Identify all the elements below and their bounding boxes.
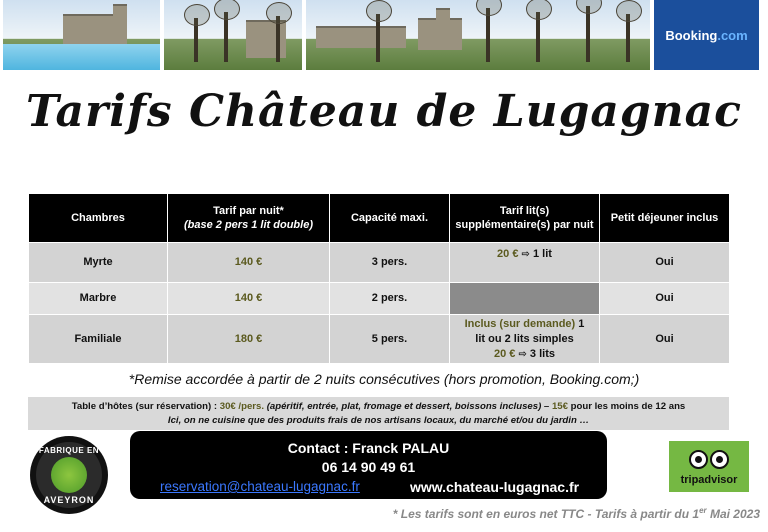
contact-name: Contact : Franck PALAU bbox=[287, 440, 450, 456]
footnote bbox=[360, 506, 760, 521]
table-row bbox=[29, 243, 730, 283]
extra-text: 3 lits bbox=[529, 347, 555, 360]
booking-logo[interactable] bbox=[654, 0, 759, 70]
arrow-right-icon: ⇨ bbox=[518, 348, 527, 360]
extra-price: 20 € bbox=[493, 347, 516, 360]
footnote-tail: Mai 2023 bbox=[706, 507, 760, 521]
room-price: 140 € bbox=[168, 243, 330, 283]
room-price: 180 € bbox=[168, 315, 330, 364]
table-hotes-price: 30€ /pers. bbox=[219, 401, 265, 412]
room-capacity: 5 pers. bbox=[330, 315, 450, 364]
rates-table bbox=[28, 193, 730, 364]
photo-castle-park bbox=[306, 0, 650, 70]
room-breakfast: Oui bbox=[600, 243, 730, 283]
extra-line2: lit ou 2 lits simples bbox=[475, 332, 574, 345]
header-capacity: Capacité maxi. bbox=[330, 194, 450, 243]
room-name: Myrte bbox=[29, 243, 168, 283]
header-breakfast: Petit déjeuner inclus bbox=[600, 194, 730, 243]
extra-included-tail: 1 bbox=[578, 317, 585, 330]
header-rate-line1: Tarif par nuit* bbox=[213, 205, 284, 217]
room-breakfast: Oui bbox=[600, 315, 730, 364]
table-hotes-prefix: Table d’hôtes (sur réservation) : bbox=[71, 401, 218, 412]
owl-eyes-icon bbox=[687, 450, 731, 470]
table-hotes-menu: (apéritif, entrée, plat, fromage et dessert, boissons incluses) – bbox=[266, 401, 550, 412]
extra-price: 20 € bbox=[497, 248, 519, 260]
room-extra-bed-empty bbox=[450, 283, 600, 315]
contact-website[interactable]: www.chateau-lugagnac.fr bbox=[410, 479, 580, 495]
room-extra-bed bbox=[450, 315, 600, 364]
page-title: Tarifs Château de Lugagnac bbox=[26, 86, 742, 137]
fabrique-logo-bottom: AVEYRON bbox=[43, 495, 95, 505]
photo-winter-trees bbox=[164, 0, 302, 70]
contact-box bbox=[130, 431, 607, 499]
table-row bbox=[29, 283, 730, 315]
header-extra-bed bbox=[450, 194, 600, 243]
room-name: Marbre bbox=[29, 283, 168, 315]
room-price: 140 € bbox=[168, 283, 330, 315]
arrow-right-icon: ⇨ bbox=[521, 249, 530, 260]
table-row bbox=[29, 315, 730, 364]
room-capacity: 2 pers. bbox=[330, 283, 450, 315]
header-rate bbox=[168, 194, 330, 243]
room-extra-bed bbox=[450, 243, 600, 283]
tripadvisor-logo[interactable] bbox=[669, 441, 749, 492]
table-hotes-box bbox=[28, 397, 729, 430]
fabrique-aveyron-logo bbox=[30, 436, 108, 514]
photo-pool bbox=[3, 0, 160, 70]
fabrique-logo-top: FABRIQUE EN bbox=[38, 446, 100, 455]
discount-note: *Remise accordée à partir de 2 nuits consécutives (hors promotion, Booking.com;) bbox=[128, 371, 640, 387]
booking-logo-main: Booking bbox=[665, 27, 718, 43]
contact-email-link[interactable]: reservation@chateau-lugagnac.fr bbox=[160, 479, 360, 494]
table-hotes-line2: Ici, on ne cuisine que des produits frais de nos artisans locaux, du marché et/ou du jardin … bbox=[167, 415, 590, 426]
room-breakfast: Oui bbox=[600, 283, 730, 315]
header-rooms: Chambres bbox=[29, 194, 168, 243]
table-header-row bbox=[29, 194, 730, 243]
footnote-sup: er bbox=[699, 506, 707, 515]
room-capacity: 3 pers. bbox=[330, 243, 450, 283]
table-hotes-child-text: pour les moins de 12 ans bbox=[570, 401, 686, 412]
header-extra-line1: Tarif lit(s) bbox=[499, 205, 550, 217]
booking-logo-suffix: .com bbox=[717, 27, 748, 43]
table-hotes-child-price: 15€ bbox=[551, 401, 568, 412]
footnote-main: * Les tarifs sont en euros net TTC - Tarifs à partir du 1 bbox=[392, 507, 700, 521]
extra-included: Inclus (sur demande) bbox=[464, 317, 576, 330]
extra-text: 1 lit bbox=[532, 248, 552, 260]
header-rate-line2: (base 2 pers 1 lit double) bbox=[184, 219, 313, 231]
header-extra-line2: supplémentaire(s) par nuit bbox=[455, 219, 594, 231]
tripadvisor-label: tripadvisor bbox=[680, 474, 738, 486]
contact-phone[interactable]: 06 14 90 49 61 bbox=[321, 459, 416, 475]
room-name: Familiale bbox=[29, 315, 168, 364]
